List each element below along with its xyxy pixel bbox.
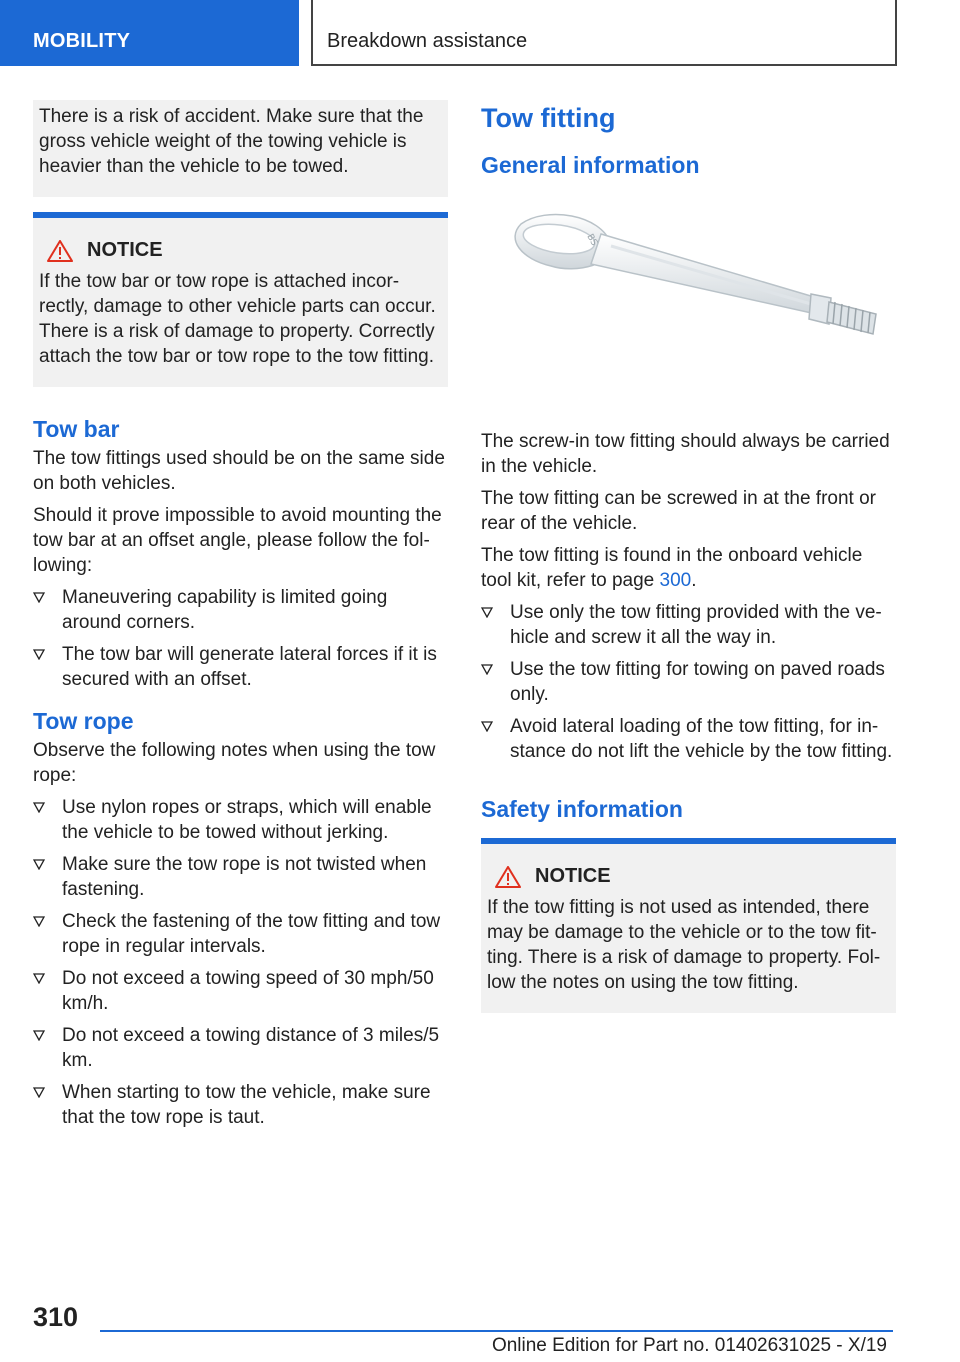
page-number: 310 [33, 1302, 79, 1332]
notice-box-tow-fitting [481, 838, 896, 1013]
list-item [33, 642, 448, 692]
list-item [33, 585, 448, 635]
list-item [33, 1080, 448, 1130]
general-p3-period: . [691, 570, 697, 591]
general-p1: The screw-in tow fitting should always be carried in the vehicle. [481, 431, 890, 477]
list-item-text: Use the tow fitting for towing on paved roads only. [510, 659, 885, 705]
warning-triangle-icon [47, 240, 73, 262]
notice-title: NOTICE [535, 865, 611, 887]
header-chapter-label: Breakdown assistance [327, 30, 528, 52]
footer-edition-text: Online Edition for Part no. 01402631025 - X/19 [491, 1335, 887, 1356]
bullet-triangle-icon [481, 664, 493, 675]
safety-info-heading: Safety information [481, 796, 683, 822]
general-info-heading: General information [481, 152, 700, 178]
tow-bar-p2: Should it prove impossible to avoid mounting the tow bar at an offset angle, please follow the following: [33, 505, 442, 576]
right-column [481, 100, 896, 1013]
page-reference-link[interactable]: 300 [659, 570, 692, 591]
list-item [481, 657, 896, 707]
notice-box-tow-attach [33, 212, 448, 387]
left-column [33, 100, 448, 1144]
list-item [481, 600, 896, 650]
general-p2: The tow fitting can be screwed in at the front or rear of the vehicle. [481, 488, 876, 534]
warning-box-tail [33, 100, 448, 197]
bullet-triangle-icon [33, 916, 45, 927]
bullet-triangle-icon [33, 1087, 45, 1098]
bullet-triangle-icon [481, 721, 493, 732]
bullet-triangle-icon [481, 607, 493, 618]
list-item-text: Do not exceed a towing distance of 3 miles/5 km. [62, 1025, 440, 1071]
tow-rope-list [33, 795, 448, 1130]
tow-fitting-heading: Tow fitting [481, 103, 616, 133]
list-item-text: The tow bar will generate lateral forces if it is secured with an offset. [62, 644, 437, 690]
list-item [33, 966, 448, 1016]
bullet-triangle-icon [33, 859, 45, 870]
list-item-text: Use nylon ropes or straps, which will enable the vehicle to be towed without jerking. [62, 797, 432, 843]
tow-rope-p1: Observe the following notes when using the tow rope: [33, 740, 436, 786]
svg-text:BS: BS [584, 232, 599, 248]
tow-bar-p1: The tow fittings used should be on the same side on both vehicles. [33, 448, 445, 494]
bullet-triangle-icon [33, 592, 45, 603]
notice-header [39, 238, 442, 263]
tow-fitting-illustration [481, 194, 896, 384]
general-p3 [481, 543, 896, 593]
list-item-text: When starting to tow the vehicle, make sure that the tow rope is taut. [62, 1082, 431, 1128]
notice-text: If the tow fitting is not used as intended, there may be damage to the vehicle or to the tow fitting. There is a risk of damage to property. Follow the notes on using the tow fitting. [487, 897, 881, 993]
footer-divider [100, 1330, 893, 1332]
bullet-triangle-icon [33, 973, 45, 984]
header-chapter-tab [311, 0, 897, 66]
warning-triangle-icon [495, 866, 521, 888]
tow-rope-heading: Tow rope [33, 708, 134, 734]
bullet-triangle-icon [33, 649, 45, 660]
list-item-text: Do not exceed a towing speed of 30 mph/50 km/h. [62, 968, 434, 1014]
list-item-text: Use only the tow fitting provided with the vehicle and screw it all the way in. [510, 602, 882, 648]
list-item [33, 1023, 448, 1073]
warning-tail-text: There is a risk of accident. Make sure that the gross vehicle weight of the towing vehicle is heavier than the vehicle to be towed. [39, 106, 424, 177]
list-item-text: Avoid lateral loading of the tow fitting, for instance do not lift the vehicle by the tow fitting. [510, 716, 893, 762]
list-item [33, 909, 448, 959]
list-item [33, 795, 448, 845]
list-item [33, 852, 448, 902]
bullet-triangle-icon [33, 1030, 45, 1041]
notice-text: If the tow bar or tow rope is attached incorrectly, damage to other vehicle parts can occur. There is a risk of damage to property. Correctly attach the tow bar or tow rope to the tow fitting. [39, 271, 436, 367]
header-section-label: MOBILITY [33, 30, 131, 52]
notice-title: NOTICE [87, 239, 163, 261]
general-p3-text: The tow fitting is found in the onboard vehicle tool kit, refer to page [481, 545, 863, 591]
notice-header [487, 864, 890, 889]
tow-bar-list [33, 585, 448, 692]
list-item-text: Check the fastening of the tow fitting and tow rope in regular intervals. [62, 911, 441, 957]
general-list [481, 600, 896, 764]
list-item [481, 714, 896, 764]
list-item-text: Make sure the tow rope is not twisted when fastening. [62, 854, 427, 900]
bullet-triangle-icon [33, 802, 45, 813]
header-section-tab [0, 0, 299, 66]
list-item-text: Maneuvering capability is limited going around corners. [62, 587, 388, 633]
tow-bar-heading: Tow bar [33, 416, 120, 442]
